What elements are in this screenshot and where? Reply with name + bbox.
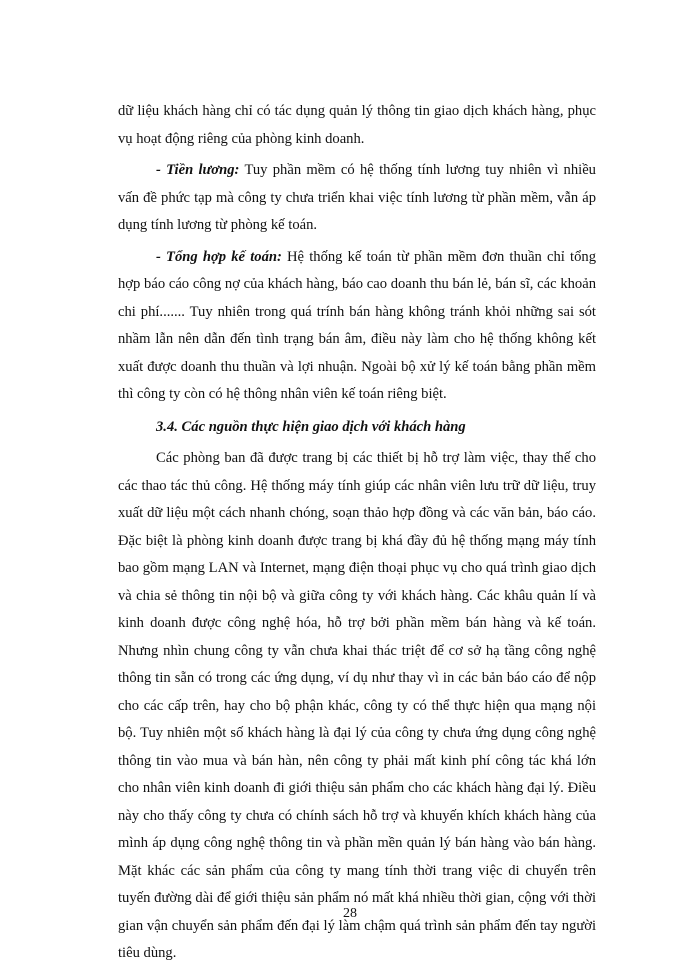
paragraph-customer-data: dữ liệu khách hàng chỉ có tác dụng quản lý thông tin giao dịch khách hàng, phục vụ hoạt động riêng của phòng kinh doanh. [118, 103, 596, 147]
paragraph-salary [118, 157, 596, 240]
salary-text: Tuy phần mềm có hệ thống tính lương tuy nhiên vì nhiều vấn đề phức tạp mà công ty chưa triển khai việc tính lương từ phần mềm, vẫn áp dụng tính lương từ phòng kế toán. [118, 162, 596, 233]
accounting-lead-label: - Tổng hợp kế toán: [156, 248, 282, 265]
spacer [118, 409, 596, 413]
page-number: 28 [343, 906, 357, 921]
accounting-text: Hệ thống kế toán từ phần mềm đơn thuần chỉ tổng hợp báo cáo công nợ của khách hàng, báo cao doanh thu bán lẻ, bán sĩ, các khoản chi phí....... Tuy nhiên trong quá trính bán hàng không tránh khỏi những sai sót nhầm lẫn nên dẫn đến tình trạng bán âm, điều này làm cho hệ thống không kết xuất được doanh thu thuần và lợi nhuận. Ngoài bộ xử lý kế toán bằng phần mềm thì công ty còn có hệ thông nhân viên kế toán riêng biệt. [118, 248, 596, 402]
paragraph-accounting [118, 244, 596, 409]
salary-lead-label: - Tiền lương: [156, 162, 240, 178]
section-heading: 3.4. Các nguồn thực hiện giao dịch với khách hàng [156, 418, 466, 435]
page-body [118, 98, 596, 968]
paragraph-transaction-resources: Các phòng ban đã được trang bị các thiết bị hỗ trợ làm việc, thay thế cho các thao tác thủ công. Hệ thống máy tính giúp các nhân viên lưu trữ dữ liệu, truy xuất dữ liệu một cách nhanh chóng, soạn thảo hợp đồng và các văn bản, báo cáo. Đặc biệt là phòng kinh doanh được trang bị khá đầy đủ hệ thống mạng máy tính bao gồm mạng LAN và Internet, mạng điện thoại phục vụ cho quá trình giao dịch và chia sẻ thông tin nội bộ và giữa công ty với khách hàng. Các khâu quản lí và kinh doanh được công nghệ hóa, hỗ trợ bởi phần mềm bán hàng và kế toán. Nhưng nhìn chung công ty vẫn chưa khai thác triệt để cơ sở hạ tầng công nghệ thông tin sẵn có trong các ứng dụng, ví dụ như thay vì in các bản báo cáo để nộp cho các cấp trên, hay cho bộ phận khác, công ty có thể thực hiện qua mạng nội bộ. Tuy nhiên một số khách hàng là đại lý của công ty chưa ứng dụng công nghệ thông tin vào mua và bán hàn, nên công ty phải mất kinh phí công tác khá lớn cho nhân viên kinh doanh đi giới thiệu sản phẩm cho các khách hàng đại lý. Điều này cho thấy công ty chưa có chính sách hỗ trợ và khuyến khích khách hàng của mình áp dụng công nghệ thông tin và phần mền quản lý bán hàng vào bán hàng. Mặt khác các sản phẩm của công ty mang tính thời trang việc di chuyển trên tuyến đường dài để giới thiệu sản phẩm nó mất khá nhiều thời gian, cộng với thời gian vận chuyển sản phẩm đến đại lý làm chậm quá trình sản phẩm đến tay người tiêu dùng. [118, 450, 596, 961]
